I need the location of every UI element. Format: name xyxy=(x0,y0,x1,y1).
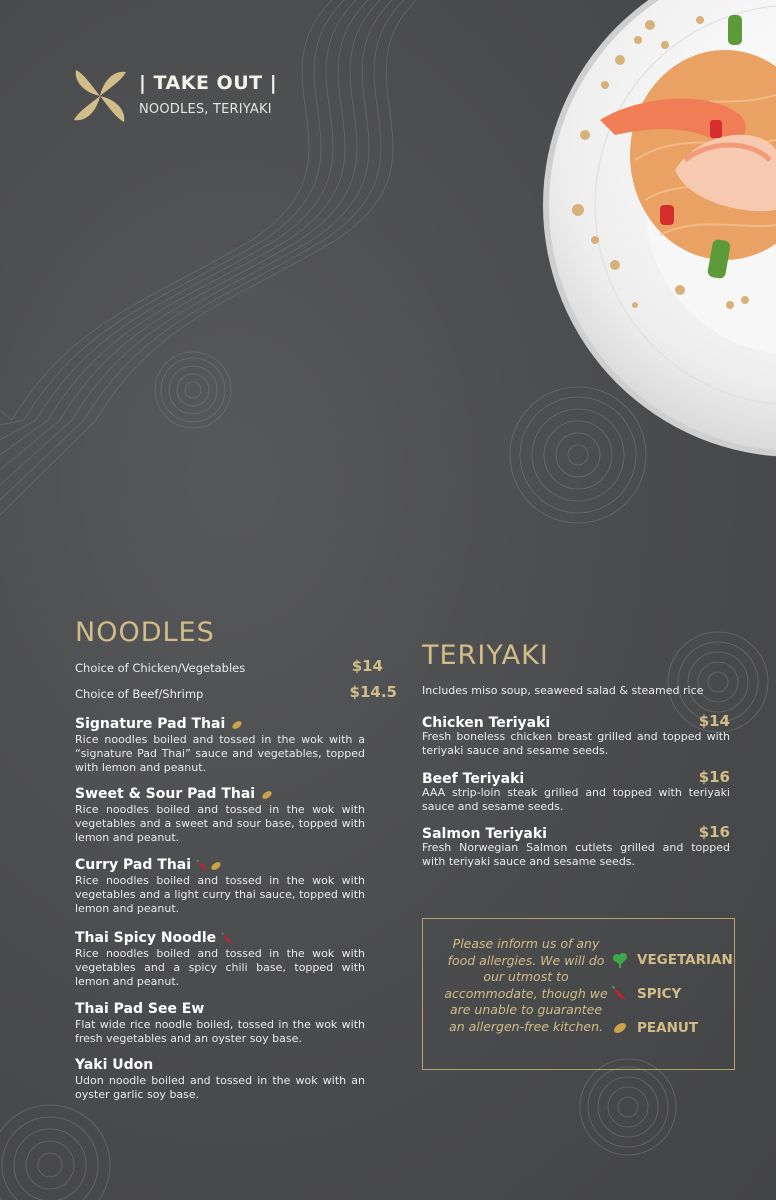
item-name: Sweet & Sour Pad Thai xyxy=(75,786,256,802)
choice-row xyxy=(75,657,397,675)
item-price: $14 xyxy=(698,712,730,730)
page-subtitle: NOODLES, TERIYAKI xyxy=(139,102,272,117)
menu-item xyxy=(75,786,365,845)
item-name: Signature Pad Thai xyxy=(75,716,226,732)
legend-vegetarian xyxy=(611,951,733,969)
choice-label: Choice of Chicken/Vegetables xyxy=(75,661,246,675)
peanut-icon xyxy=(230,718,244,732)
vegetarian-icon xyxy=(611,951,629,969)
item-name: Beef Teriyaki xyxy=(422,771,525,787)
legend-label: PEANUT xyxy=(637,1020,699,1036)
item-description: Fresh boneless chicken breast grilled and topped with teriyaki sauce and sesame seeds. xyxy=(422,730,730,757)
item-description: Udon noodle boiled and tossed in the wok with an oyster garlic soy base. xyxy=(75,1074,365,1101)
legend-peanut xyxy=(611,1019,698,1037)
item-name: Thai Pad See Ew xyxy=(75,1001,205,1017)
item-name: Curry Pad Thai xyxy=(75,857,192,873)
page-title: | TAKE OUT | xyxy=(139,72,278,94)
teriyaki-section-title: TERIYAKI xyxy=(422,640,549,671)
menu-item xyxy=(422,823,730,869)
choice-row xyxy=(75,683,397,701)
legend-label: SPICY xyxy=(637,986,682,1002)
menu-item xyxy=(75,716,365,775)
item-price: $16 xyxy=(698,768,730,786)
item-name: Salmon Teriyaki xyxy=(422,826,547,842)
item-description: Rice noodles boiled and tossed in the wok with vegetables and a sweet and sour base, topped with lemon and peanut. xyxy=(75,803,365,844)
item-name: Thai Spicy Noodle xyxy=(75,930,217,946)
noodles-section-title: NOODLES xyxy=(75,617,215,648)
peanut-icon xyxy=(209,859,223,873)
menu-item xyxy=(75,930,365,989)
spicy-icon xyxy=(611,985,629,1003)
item-description: Rice noodles boiled and tossed in the wok with vegetables and a light curry thai sauce, topped with lemon and peanut. xyxy=(75,874,365,915)
item-description: Rice noodles boiled and tossed in the wok with a “signature Pad Thai” sauce and vegetables, topped with lemon and peanut. xyxy=(75,733,365,774)
item-name: Yaki Udon xyxy=(75,1057,154,1073)
pad-thai-plate-image xyxy=(410,0,776,460)
item-description: Rice noodles boiled and tossed in the wok with vegetables and a spicy chili base, topped with lemon and peanut. xyxy=(75,947,365,988)
menu-item xyxy=(422,768,730,814)
allergy-notice-text: Please inform us of any food allergies. We will do our utmost to accommodate, though we are unable to guarantee an allergen-free kitchen. xyxy=(444,936,608,1034)
item-name: Chicken Teriyaki xyxy=(422,715,551,731)
spicy-icon xyxy=(221,932,235,946)
choice-price: $14 xyxy=(351,657,383,675)
allergy-notice-box xyxy=(422,918,735,1070)
menu-item xyxy=(75,857,365,916)
peanut-icon xyxy=(611,1019,629,1037)
legend-label: VEGETARIAN xyxy=(637,952,733,968)
teriyaki-intro: Includes miso soup, seaweed salad & steamed rice xyxy=(422,684,704,697)
menu-item xyxy=(422,712,730,758)
item-description: Fresh Norwegian Salmon cutlets grilled and topped with teriyaki sauce and sesame seeds. xyxy=(422,841,730,868)
item-description: AAA strip-loin steak grilled and topped with teriyaki sauce and sesame seeds. xyxy=(422,786,730,813)
spicy-icon xyxy=(196,859,210,873)
pinwheel-logo-icon xyxy=(72,68,128,124)
legend-spicy xyxy=(611,985,681,1003)
item-description: Flat wide rice noodle boiled, tossed in the wok with fresh vegetables and an oyster soy base. xyxy=(75,1018,365,1045)
choice-price: $14.5 xyxy=(349,683,397,701)
item-price: $16 xyxy=(698,823,730,841)
menu-item xyxy=(75,1001,365,1046)
choice-label: Choice of Beef/Shrimp xyxy=(75,687,204,701)
menu-item xyxy=(75,1057,365,1102)
peanut-icon xyxy=(260,788,274,802)
